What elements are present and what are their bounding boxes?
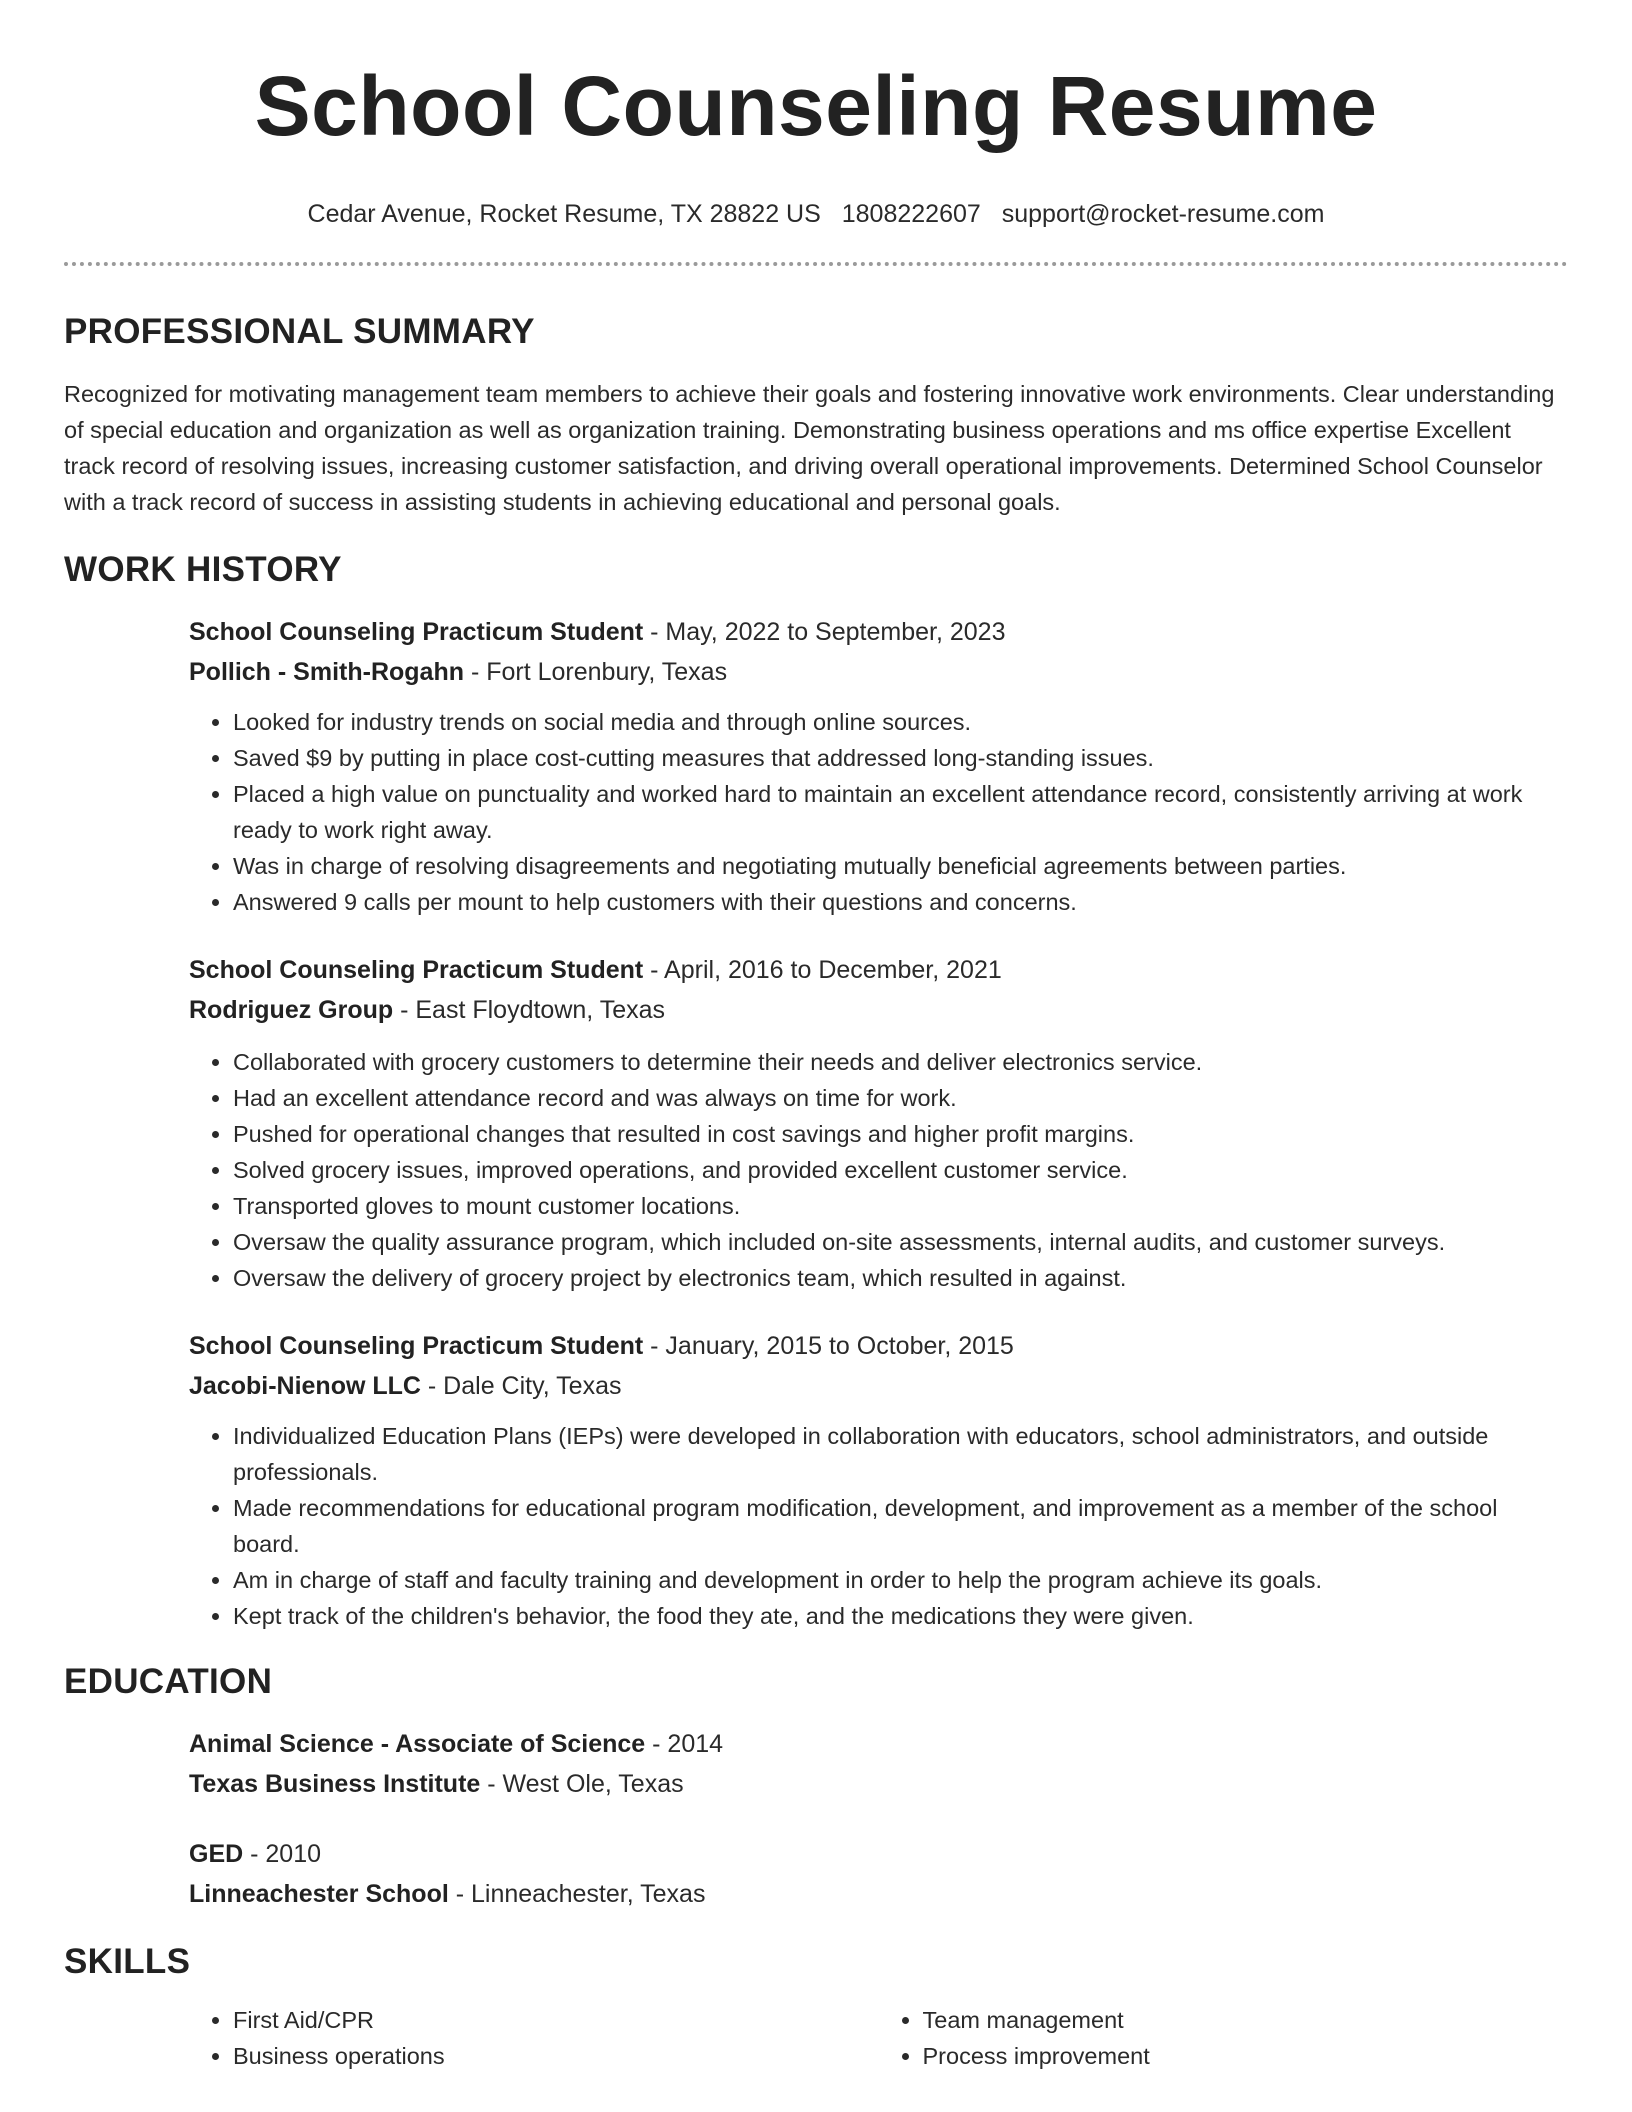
school-name: Texas Business Institute xyxy=(189,1770,481,1798)
skills-heading: SKILLS xyxy=(64,1942,191,1981)
skill-item: • Process improvement xyxy=(923,2038,1569,2074)
list-item: • Made recommendations for educational program modification, development, and improvement as a member of the school board. xyxy=(233,1490,1568,1562)
job-dates: - May, 2022 to September, 2023 xyxy=(643,618,1006,646)
list-item: • Saved $9 by putting in place cost-cutting measures that addressed long-standing issues. xyxy=(233,740,1568,776)
job-entry xyxy=(189,1326,1568,1634)
job-entry xyxy=(189,950,1568,1296)
education-entry xyxy=(189,1724,1568,1804)
skills-list xyxy=(189,2002,1568,2074)
list-item: • Kept track of the children's behavior, the food they ate, and the medications they were given. xyxy=(233,1598,1568,1634)
list-item: • Am in charge of staff and faculty training and development in order to help the program achieve its goals. xyxy=(233,1562,1568,1598)
job-dates: - April, 2016 to December, 2021 xyxy=(643,956,1002,984)
contact-phone: 1808222607 xyxy=(841,200,981,228)
degree-year: - 2014 xyxy=(645,1730,724,1758)
job-title-line xyxy=(189,612,1568,652)
resume-title: School Counseling Resume xyxy=(254,59,1378,153)
skills-column-left xyxy=(189,2002,879,2074)
job-bullets xyxy=(189,704,1568,920)
contact-address: Cedar Avenue, Rocket Resume, TX 28822 US xyxy=(307,200,821,228)
list-item: • Looked for industry trends on social media and through online sources. xyxy=(233,704,1568,740)
school-line xyxy=(189,1874,1568,1914)
list-item: • Oversaw the quality assurance program, which included on-site assessments, internal audits, and customer surveys. xyxy=(233,1224,1568,1260)
skills-column-right xyxy=(879,2002,1569,2074)
job-bullets xyxy=(189,1044,1568,1296)
list-item: • Individualized Education Plans (IEPs) were developed in collaboration with educators, school administrators, and outside professionals. xyxy=(233,1418,1568,1490)
education-heading: EDUCATION xyxy=(64,1662,273,1701)
job-location: - Dale City, Texas xyxy=(420,1372,622,1400)
job-bullets xyxy=(189,1418,1568,1634)
skill-item: • Team management xyxy=(923,2002,1569,2038)
list-item: • Was in charge of resolving disagreements and negotiating mutually beneficial agreements between parties. xyxy=(233,848,1568,884)
skill-item: • Business operations xyxy=(233,2038,879,2074)
contact-email: support@rocket-resume.com xyxy=(1001,200,1325,228)
school-location: - West Ole, Texas xyxy=(480,1770,684,1798)
list-item: • Transported gloves to mount customer locations. xyxy=(233,1188,1568,1224)
skill-item: • First Aid/CPR xyxy=(233,2002,879,2038)
degree-year: - 2010 xyxy=(243,1840,322,1868)
job-dates: - January, 2015 to October, 2015 xyxy=(643,1332,1014,1360)
school-line xyxy=(189,1764,1568,1804)
list-item: • Pushed for operational changes that resulted in cost savings and higher profit margins. xyxy=(233,1116,1568,1152)
degree-line xyxy=(189,1724,1568,1764)
job-title: School Counseling Practicum Student xyxy=(189,1332,644,1360)
job-title-line xyxy=(189,1326,1568,1366)
list-item: • Placed a high value on punctuality and worked hard to maintain an excellent attendance record, consistently arriving at work ready to work right away. xyxy=(233,776,1568,848)
degree-line xyxy=(189,1834,1568,1874)
summary-heading: PROFESSIONAL SUMMARY xyxy=(64,312,535,351)
list-item: • Answered 9 calls per mount to help customers with their questions and concerns. xyxy=(233,884,1568,920)
job-company: Pollich - Smith-Rogahn xyxy=(189,658,464,686)
list-item: • Had an excellent attendance record and was always on time for work. xyxy=(233,1080,1568,1116)
job-company-line xyxy=(189,1366,1568,1406)
job-title: School Counseling Practicum Student xyxy=(189,618,644,646)
job-location: - East Floydtown, Texas xyxy=(393,996,666,1024)
summary-text: Recognized for motivating management team members to achieve their goals and fostering innovative work environments. Clear understanding of special education and organization as well as organization training. Demonstrating business operations and ms office expertise Excellent track record of resolving issues, increasing customer satisfaction, and driving overall operational improvements. Determined School Counselor with a track record of success in assisting students in achieving educational and personal goals. xyxy=(64,381,1555,515)
contact-line xyxy=(64,198,1568,230)
job-company-line xyxy=(189,652,1568,692)
work-history-heading: WORK HISTORY xyxy=(64,550,342,589)
job-title: School Counseling Practicum Student xyxy=(189,956,644,984)
list-item: • Solved grocery issues, improved operations, and provided excellent customer service. xyxy=(233,1152,1568,1188)
school-location: - Linneachester, Texas xyxy=(448,1880,706,1908)
degree-name: GED xyxy=(189,1840,244,1868)
job-location: - Fort Lorenbury, Texas xyxy=(464,658,728,686)
job-company: Jacobi-Nienow LLC xyxy=(189,1372,421,1400)
list-item: • Collaborated with grocery customers to determine their needs and deliver electronics service. xyxy=(233,1044,1568,1080)
list-item: • Oversaw the delivery of grocery project by electronics team, which resulted in against. xyxy=(233,1260,1568,1296)
job-title-line xyxy=(189,950,1568,990)
degree-name: Animal Science - Associate of Science xyxy=(189,1730,646,1758)
job-company-line xyxy=(189,990,1568,1030)
school-name: Linneachester School xyxy=(189,1880,449,1908)
education-entry xyxy=(189,1834,1568,1914)
job-entry xyxy=(189,612,1568,920)
header-divider xyxy=(64,262,1568,266)
job-company: Rodriguez Group xyxy=(189,996,394,1024)
